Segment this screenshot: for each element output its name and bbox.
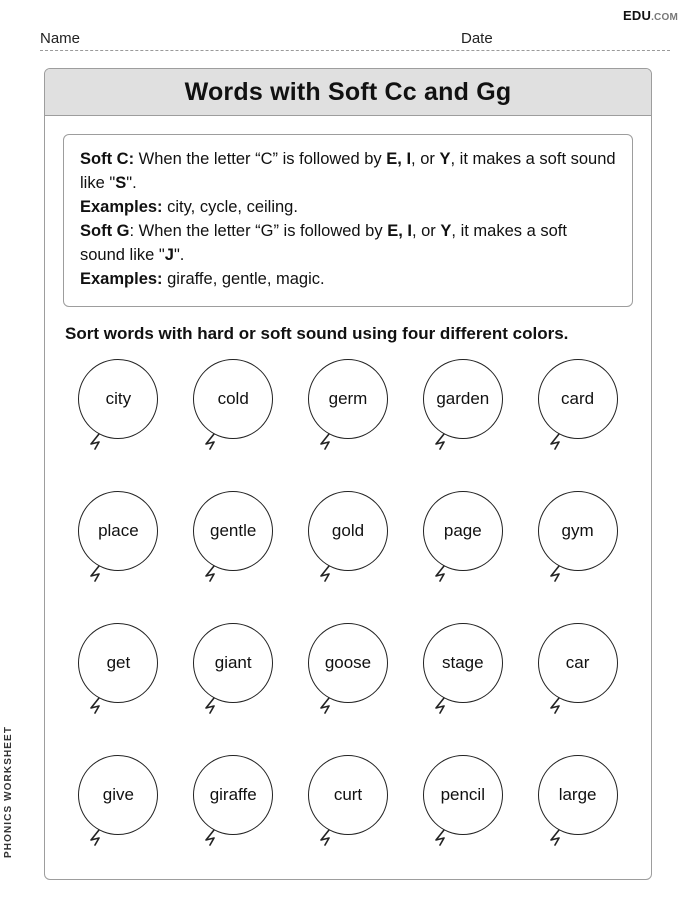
balloon-circle[interactable] bbox=[193, 755, 273, 835]
balloon-knot-icon bbox=[317, 565, 337, 585]
balloon-item[interactable] bbox=[520, 491, 635, 613]
worksheet-category-label: PHONICS WORKSHEET bbox=[3, 725, 14, 858]
balloon-knot-icon bbox=[202, 433, 222, 453]
balloon[interactable] bbox=[78, 623, 158, 703]
balloon-knot-icon bbox=[87, 697, 107, 717]
balloon-circle[interactable] bbox=[78, 623, 158, 703]
balloon-item[interactable] bbox=[291, 623, 406, 745]
balloon[interactable] bbox=[423, 359, 503, 439]
balloon-word: place bbox=[98, 521, 139, 541]
name-label: Name bbox=[40, 30, 86, 47]
balloon[interactable] bbox=[308, 623, 388, 703]
balloon[interactable] bbox=[193, 491, 273, 571]
balloon-circle[interactable] bbox=[423, 491, 503, 571]
balloon-knot-icon bbox=[87, 565, 107, 585]
balloon-word: give bbox=[102, 785, 134, 805]
balloon-grid bbox=[61, 359, 635, 877]
balloon-circle[interactable] bbox=[423, 623, 503, 703]
balloon[interactable] bbox=[193, 623, 273, 703]
balloon-item[interactable] bbox=[405, 623, 520, 745]
balloon-circle[interactable] bbox=[423, 755, 503, 835]
balloon[interactable] bbox=[308, 755, 388, 835]
balloon-circle[interactable] bbox=[193, 359, 273, 439]
balloon-word: garden bbox=[436, 389, 490, 409]
name-date-row bbox=[40, 30, 670, 58]
balloon-circle[interactable] bbox=[308, 491, 388, 571]
balloon[interactable] bbox=[538, 623, 618, 703]
balloon-circle[interactable] bbox=[193, 491, 273, 571]
balloon-circle[interactable] bbox=[538, 755, 618, 835]
balloon[interactable] bbox=[538, 755, 618, 835]
balloon-item[interactable] bbox=[176, 359, 291, 481]
balloon[interactable] bbox=[78, 491, 158, 571]
balloon[interactable] bbox=[423, 623, 503, 703]
balloon-word: get bbox=[106, 653, 131, 673]
name-date-rule bbox=[40, 50, 670, 51]
balloon[interactable] bbox=[423, 755, 503, 835]
balloon-word: giraffe bbox=[209, 785, 257, 805]
rules-box bbox=[63, 134, 633, 307]
balloon-item[interactable] bbox=[61, 491, 176, 613]
rule-line: Examples: giraffe, gentle, magic. bbox=[80, 269, 325, 288]
balloon-knot-icon bbox=[432, 565, 452, 585]
balloon-knot-icon bbox=[547, 697, 567, 717]
balloon[interactable] bbox=[78, 359, 158, 439]
balloon[interactable] bbox=[423, 491, 503, 571]
balloon-item[interactable] bbox=[405, 491, 520, 613]
balloon-circle[interactable] bbox=[193, 623, 273, 703]
balloon-knot-icon bbox=[202, 829, 222, 849]
balloon-circle[interactable] bbox=[78, 491, 158, 571]
balloon-knot-icon bbox=[432, 829, 452, 849]
balloon-knot-icon bbox=[87, 433, 107, 453]
rule-line: Examples: city, cycle, ceiling. bbox=[80, 197, 298, 216]
balloon-word: card bbox=[561, 389, 595, 409]
instruction-text: Sort words with hard or soft sound using four different colors. bbox=[65, 323, 569, 343]
balloon[interactable] bbox=[538, 359, 618, 439]
rule-line: Soft C: When the letter “C” is followed by E, I, or Y, it makes a soft sound like "S". bbox=[80, 150, 616, 192]
balloon-item[interactable] bbox=[176, 491, 291, 613]
balloon-item[interactable] bbox=[176, 623, 291, 745]
balloon-circle[interactable] bbox=[538, 623, 618, 703]
balloon-item[interactable] bbox=[520, 755, 635, 877]
balloon-word: goose bbox=[324, 653, 372, 673]
balloon-word: pencil bbox=[440, 785, 485, 805]
balloon[interactable] bbox=[538, 491, 618, 571]
balloon-word: gentle bbox=[210, 521, 257, 541]
balloon-item[interactable] bbox=[405, 755, 520, 877]
balloon-word: city bbox=[105, 389, 132, 409]
balloon-knot-icon bbox=[202, 697, 222, 717]
balloon-word: large bbox=[558, 785, 597, 805]
brand-suffix: .COM bbox=[651, 12, 678, 23]
balloon-word: giant bbox=[214, 653, 252, 673]
balloon-item[interactable] bbox=[405, 359, 520, 481]
balloon-item[interactable] bbox=[520, 623, 635, 745]
worksheet-card bbox=[44, 68, 652, 880]
balloon[interactable] bbox=[193, 359, 273, 439]
balloon-item[interactable] bbox=[291, 755, 406, 877]
balloon[interactable] bbox=[308, 359, 388, 439]
brand-name: EDU bbox=[623, 8, 652, 23]
balloon-knot-icon bbox=[317, 829, 337, 849]
worksheet-title: Words with Soft Cc and Gg bbox=[45, 69, 651, 116]
balloon-circle[interactable] bbox=[538, 359, 618, 439]
balloon-circle[interactable] bbox=[78, 359, 158, 439]
balloon-word: stage bbox=[441, 653, 484, 673]
balloon-knot-icon bbox=[547, 829, 567, 849]
balloon[interactable] bbox=[308, 491, 388, 571]
balloon-knot-icon bbox=[317, 433, 337, 453]
balloon-knot-icon bbox=[432, 433, 452, 453]
balloon-word: gym bbox=[561, 521, 594, 541]
balloon-circle[interactable] bbox=[78, 755, 158, 835]
balloon[interactable] bbox=[78, 755, 158, 835]
balloon-knot-icon bbox=[547, 433, 567, 453]
date-label: Date bbox=[455, 30, 499, 47]
balloon-knot-icon bbox=[547, 565, 567, 585]
brand-logo bbox=[623, 8, 678, 23]
balloon-word: germ bbox=[328, 389, 368, 409]
balloon[interactable] bbox=[193, 755, 273, 835]
balloon-item[interactable] bbox=[291, 491, 406, 613]
balloon-word: curt bbox=[333, 785, 363, 805]
balloon-word: car bbox=[565, 653, 590, 673]
balloon-item[interactable] bbox=[176, 755, 291, 877]
balloon-circle[interactable] bbox=[423, 359, 503, 439]
balloon-word: cold bbox=[217, 389, 249, 409]
balloon-item[interactable] bbox=[520, 359, 635, 481]
balloon-circle[interactable] bbox=[308, 755, 388, 835]
balloon-word: page bbox=[443, 521, 482, 541]
rule-line: Soft G: When the letter “G” is followed by E, I, or Y, it makes a soft sound like "J". bbox=[80, 221, 567, 264]
balloon-item[interactable] bbox=[61, 623, 176, 745]
balloon-circle[interactable] bbox=[308, 623, 388, 703]
balloon-knot-icon bbox=[202, 565, 222, 585]
balloon-item[interactable] bbox=[61, 755, 176, 877]
balloon-knot-icon bbox=[87, 829, 107, 849]
balloon-circle[interactable] bbox=[308, 359, 388, 439]
balloon-word: gold bbox=[331, 521, 365, 541]
balloon-knot-icon bbox=[317, 697, 337, 717]
balloon-item[interactable] bbox=[291, 359, 406, 481]
balloon-circle[interactable] bbox=[538, 491, 618, 571]
balloon-knot-icon bbox=[432, 697, 452, 717]
balloon-item[interactable] bbox=[61, 359, 176, 481]
